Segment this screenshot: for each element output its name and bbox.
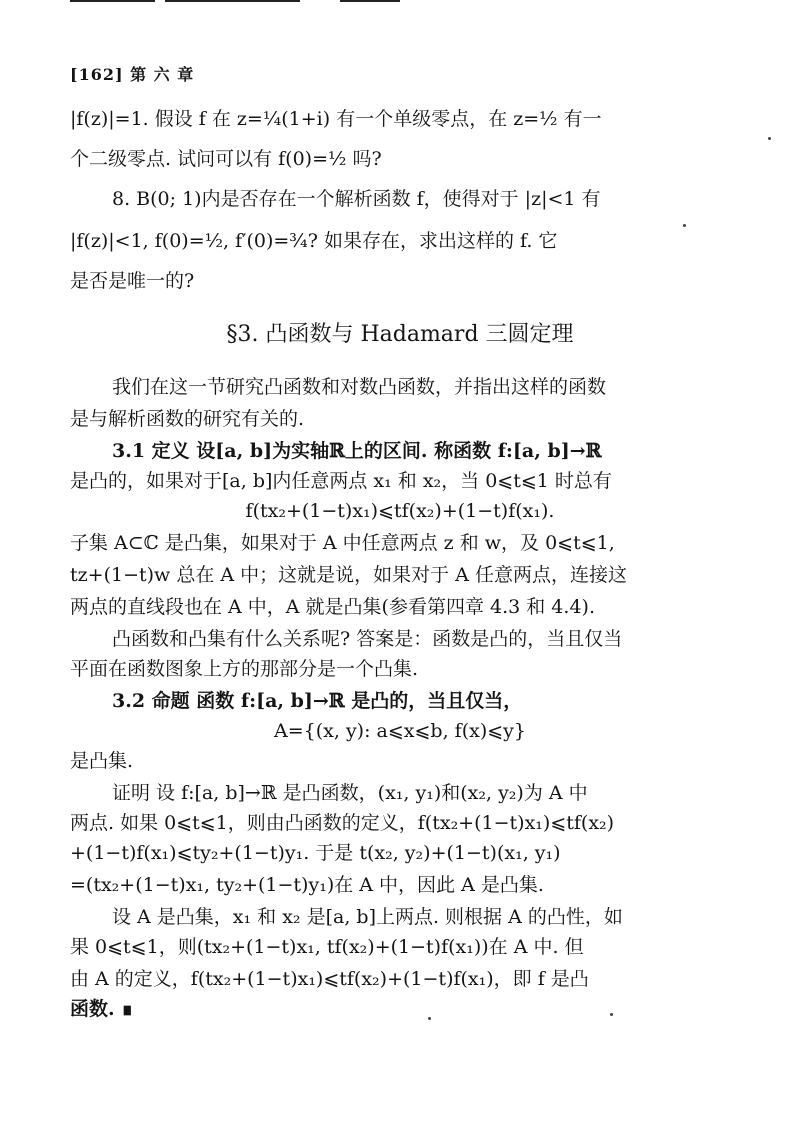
text-line: 是否是唯一的? (70, 270, 195, 292)
text-line: 凸函数和凸集有什么关系呢? 答案是：函数是凸的，当且仅当 (112, 628, 623, 650)
text-line: 果 0⩽t⩽1，则(tx₂+(1−t)x₁, tf(x₂)+(1−t)f(x₁))在 A 中. 但 (70, 936, 584, 958)
scan-speck (610, 1013, 613, 1016)
text-line: |f(z)|<1, f(0)=½, f′(0)=¾? 如果存在，求出这样的 f. 它 (70, 230, 558, 252)
top-rule-right (340, 0, 400, 2)
scan-speck (768, 137, 771, 140)
proposition-3-2-line: 3.2 命题 函数 f:[a, b]→ℝ 是凸的，当且仅当， (112, 690, 523, 712)
top-rule-left (70, 0, 155, 2)
set-definition-line: A={(x, y): a⩽x⩽b, f(x)⩽y} (274, 720, 526, 742)
text-line: tz+(1−t)w 总在 A 中；这就是说，如果对于 A 任意两点，连接这 (70, 564, 627, 586)
text-line: =(tx₂+(1−t)x₁, ty₂+(1−t)y₁)在 A 中，因此 A 是凸集. (70, 874, 544, 896)
text-line: |f(z)|=1. 假设 f 在 z=¼(1+i) 有一个单级零点，在 z=½ 有一 (70, 108, 602, 130)
definition-3-1-line: 3.1 定义 设[a, b]为实轴ℝ上的区间. 称函数 f:[a, b]→ℝ (112, 440, 602, 462)
formula-line: f(tx₂+(1−t)x₁)⩽tf(x₂)+(1−t)f(x₁). (245, 500, 555, 522)
text-line: +(1−t)f(x₁)⩽ty₂+(1−t)y₁. 于是 t(x₂, y₂)+(1−t)(x₁, y₁) (70, 842, 561, 864)
scan-speck (683, 224, 686, 227)
proof-line: 证明 设 f:[a, b]→ℝ 是凸函数，(x₁, y₁)和(x₂, y₂)为 A 中 (112, 782, 588, 804)
text-line: 两点的直线段也在 A 中，A 就是凸集(参看第四章 4.3 和 4.4). (70, 596, 595, 618)
text-line: 函数. ∎ (70, 998, 134, 1020)
section-heading: §3. 凸函数与 Hadamard 三圆定理 (226, 322, 574, 347)
text-line: 设 A 是凸集，x₁ 和 x₂ 是[a, b]上两点. 则根据 A 的凸性，如 (112, 906, 623, 928)
page-header: [162] 第 六 章 (70, 65, 195, 84)
text-line: 是与解析函数的研究有关的. (70, 408, 305, 430)
text-line: 个二级零点. 试问可以有 f(0)=½ 吗? (70, 148, 382, 170)
exercise-8-line: 8. B(0; 1)内是否存在一个解析函数 f，使得对于 |z|<1 有 (112, 188, 601, 210)
top-rule-middle (165, 0, 300, 2)
text-line: 是凸集. (70, 750, 134, 772)
text-line: 平面在函数图象上方的那部分是一个凸集. (70, 658, 419, 680)
scan-speck (428, 1017, 431, 1020)
text-line: 是凸的，如果对于[a, b]内任意两点 x₁ 和 x₂，当 0⩽t⩽1 时总有 (70, 470, 612, 492)
text-line: 由 A 的定义，f(tx₂+(1−t)x₁)⩽tf(x₂)+(1−t)f(x₁)，即 f 是凸 (70, 968, 589, 990)
text-line: 我们在这一节研究凸函数和对数凸函数，并指出这样的函数 (112, 376, 607, 398)
text-line: 两点. 如果 0⩽t⩽1，则由凸函数的定义，f(tx₂+(1−t)x₁)⩽tf(x₂) (70, 812, 615, 834)
text-line: 子集 A⊂ℂ 是凸集，如果对于 A 中任意两点 z 和 w，及 0⩽t⩽1, (70, 532, 615, 554)
